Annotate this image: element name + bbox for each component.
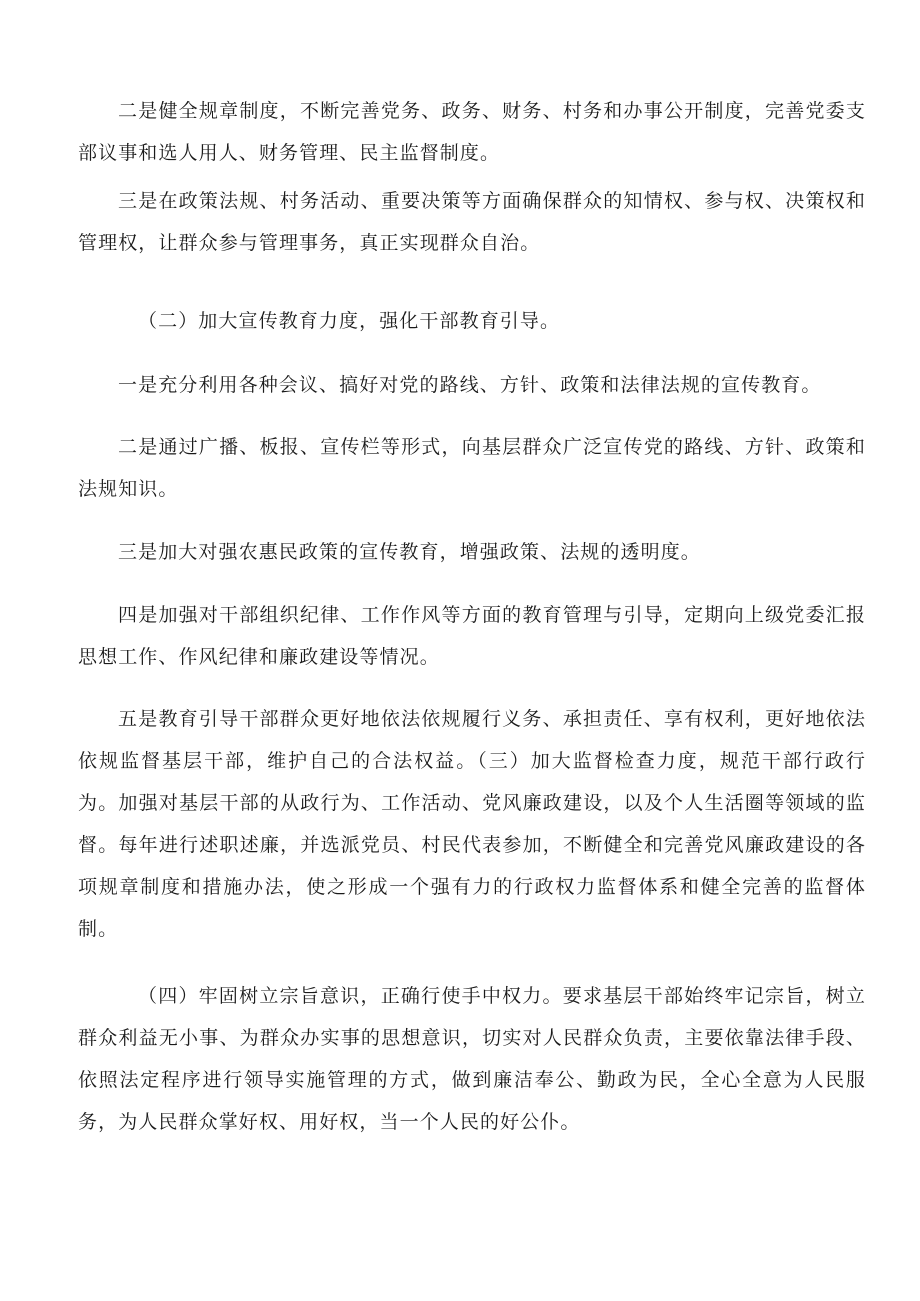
paragraph-purpose-awareness: （四）牢固树立宗旨意识，正确行使手中权力。要求基层干部始终牢记宗旨，树立群众利益无小事、为群众办实事的思想意识，切实对人民群众负责，主要依靠法律手段、依照法定程序进行领导实施管理的方式，做到廉洁奉公、勤政为民，全心全意为人民服务，为人民群众掌好权、用好权，当一个人民的好公仆。	[78, 985, 866, 1133]
paragraph-cadre-discipline: 四是加强对干部组织纪律、工作作风等方面的教育管理与引导，定期向上级党委汇报思想工作、作风纪律和廉政建设等情况。	[78, 604, 866, 668]
paragraph-supervision: 五是教育引导干部群众更好地依法依规履行义务、承担责任、享有权利，更好地依法依规监督基层干部，维护自己的合法权益。（三）加大监督检查力度，规范干部行政行为。加强对基层干部的从政行为、工作活动、党风廉政建设，以及个人生活圈等领域的监督。每年进行述职述廉，并选派党员、村民代表参加，不断健全和完善党风廉政建设的各项规章制度和措施办法，使之形成一个强有力的行政权力监督体系和健全完善的监督体制。	[78, 708, 866, 940]
paragraph-policy-transparency: 三是加大对强农惠民政策的宣传教育，增强政策、法规的透明度。	[118, 541, 701, 563]
paragraph-rules-system: 二是健全规章制度，不断完善党务、政务、财务、村务和办事公开制度，完善党委支部议事和选人用人、财务管理、民主监督制度。	[78, 100, 866, 164]
paragraph-public-rights: 三是在政策法规、村务活动、重要决策等方面确保群众的知情权、参与权、决策权和管理权，让群众参与管理事务，真正实现群众自治。	[78, 190, 866, 254]
section-heading-publicity-education: （二）加大宣传教育力度，强化干部教育引导。	[138, 310, 561, 332]
paragraph-broadcast-publicity: 二是通过广播、板报、宣传栏等形式，向基层群众广泛宣传党的路线、方针、政策和法规知识。	[78, 436, 866, 500]
paragraph-meetings-education: 一是充分利用各种会议、搞好对党的路线、方针、政策和法律法规的宣传教育。	[118, 374, 822, 396]
